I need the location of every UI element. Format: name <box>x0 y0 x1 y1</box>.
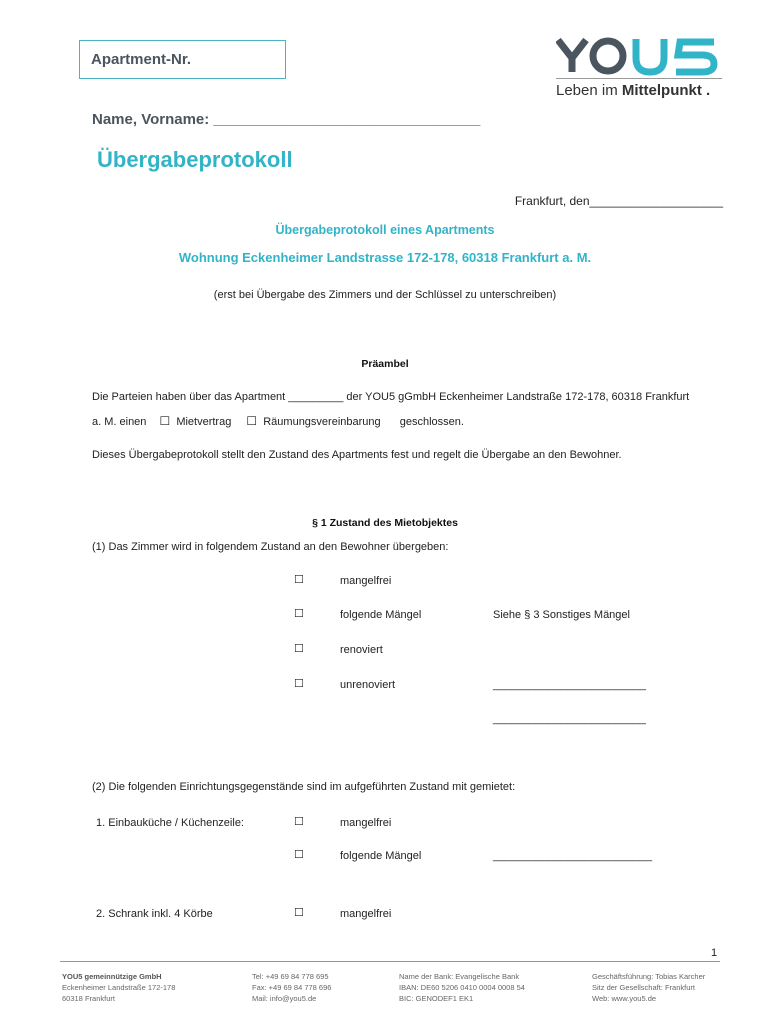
preamble-heading: Präambel <box>361 358 409 370</box>
item-einbaukueche-mangelfrei-checkbox[interactable]: ☐ <box>294 816 304 828</box>
condition-maengel-label: folgende Mängel <box>340 609 422 621</box>
footer-ceo: Geschäftsführung: Tobias Karcher <box>592 972 706 981</box>
apartment-number-label: Apartment-Nr. <box>91 51 192 68</box>
footer-seat: Sitz der Gesellschaft: Frankfurt <box>592 983 695 992</box>
preamble-line-3: Dieses Übergabeprotokoll stellt den Zustand des Apartments fest und regelt die Übergabe an den Bewohner. <box>92 449 622 461</box>
footer-contact <box>252 971 331 1004</box>
condition-renoviert-checkbox[interactable]: ☐ <box>294 643 304 655</box>
condition-renoviert-label: renoviert <box>340 644 383 656</box>
section-1-heading: § 1 Zustand des Mietobjektes <box>312 517 458 529</box>
footer-mail: Mail: info@you5.de <box>252 994 317 1003</box>
condition-unrenoviert-checkbox[interactable]: ☐ <box>294 678 304 690</box>
tagline-prefix: Leben im <box>556 82 622 99</box>
footer-bank <box>399 971 525 1004</box>
footer-management <box>592 971 705 1004</box>
footer-divider <box>60 961 720 962</box>
footer-company-street: Eckenheimer Landstraße 172-178 <box>62 983 176 992</box>
you5-logo-mark <box>556 36 728 80</box>
footer-bank-name: Name der Bank: Evangelische Bank <box>399 972 520 981</box>
logo-tagline <box>556 82 710 99</box>
preamble-line-1: Die Parteien haben über das Apartment _________ der YOU5 gGmbH Eckenheimer Landstraße 172-178, 60318 Frankfurt <box>92 391 690 403</box>
item-einbaukueche-mangelfrei-label: mangelfrei <box>340 817 392 829</box>
condition-mangelfrei-label: mangelfrei <box>340 575 392 587</box>
item-schrank-mangelfrei-checkbox[interactable]: ☐ <box>294 907 304 919</box>
item-einbaukueche-maengel-checkbox[interactable]: ☐ <box>294 849 304 861</box>
name-field: Name, Vorname: ________________________________ <box>92 111 481 128</box>
footer-company-city: 60318 Frankfurt <box>62 994 115 1003</box>
condition-mangelfrei-checkbox[interactable]: ☐ <box>294 574 304 586</box>
page-title: Übergabeprotokoll <box>97 147 293 172</box>
condition-unrenoviert-blank[interactable]: _________________________ <box>493 679 646 691</box>
item-einbaukueche-label: 1. Einbauküche / Küchenzeile: <box>96 817 244 829</box>
preamble-line-2-prefix: a. M. einen <box>92 416 147 428</box>
apartment-number-box <box>79 40 286 79</box>
tagline-bold: Mittelpunkt <box>621 82 702 99</box>
mietvertrag-label: Mietvertrag <box>176 416 232 428</box>
section-1-intro-2: (2) Die folgenden Einrichtungsgegenstände sind im aufgeführten Zustand mit gemietet: <box>92 781 516 793</box>
footer-bic: BIC: GENODEF1 EK1 <box>399 994 474 1003</box>
item-schrank-mangelfrei-label: mangelfrei <box>340 908 392 920</box>
condition-maengel-reference: Siehe § 3 Sonstiges Mängel <box>493 609 630 621</box>
condition-maengel-checkbox[interactable]: ☐ <box>294 608 304 620</box>
condition-extra-blank[interactable]: _________________________ <box>493 713 646 725</box>
preamble-line-2-suffix: geschlossen. <box>399 416 464 428</box>
item-schrank-label: 2. Schrank inkl. 4 Körbe <box>96 908 213 920</box>
item-einbaukueche-maengel-blank[interactable]: __________________________ <box>493 850 653 862</box>
preamble-line-2 <box>92 414 464 428</box>
condition-unrenoviert-label: unrenoviert <box>340 679 396 691</box>
signature-note: (erst bei Übergabe des Zimmers und der Schlüssel zu unterschreiben) <box>213 289 557 301</box>
page-number: 1 <box>711 947 718 959</box>
tagline-suffix: . <box>701 82 711 99</box>
footer-company <box>62 971 175 1004</box>
footer-iban: IBAN: DE60 5206 0410 0004 0008 54 <box>399 983 525 992</box>
footer-phone: Tel: +49 69 84 778 695 <box>252 972 329 981</box>
raeumungsvereinbarung-label: Räumungsvereinbarung <box>263 416 381 428</box>
footer-web: Web: www.you5.de <box>592 994 657 1003</box>
section-1-intro-1: (1) Das Zimmer wird in folgendem Zustand an den Bewohner übergeben: <box>92 541 449 553</box>
city-date-line: Frankfurt, den____________________ <box>514 194 723 208</box>
subtitle-address: Wohnung Eckenheimer Landstrasse 172-178, 60318 Frankfurt a. M. <box>178 250 592 265</box>
item-einbaukueche-maengel-label: folgende Mängel <box>340 850 422 862</box>
footer-company-name: YOU5 gemeinnützige GmbH <box>62 972 162 981</box>
mietvertrag-checkbox[interactable]: ☐ <box>159 414 171 428</box>
logo-divider <box>556 78 722 79</box>
footer-fax: Fax: +49 69 84 778 696 <box>252 983 332 992</box>
raeumungsvereinbarung-checkbox[interactable]: ☐ <box>246 414 258 428</box>
subtitle-apartment: Übergabeprotokoll eines Apartments <box>275 223 495 237</box>
